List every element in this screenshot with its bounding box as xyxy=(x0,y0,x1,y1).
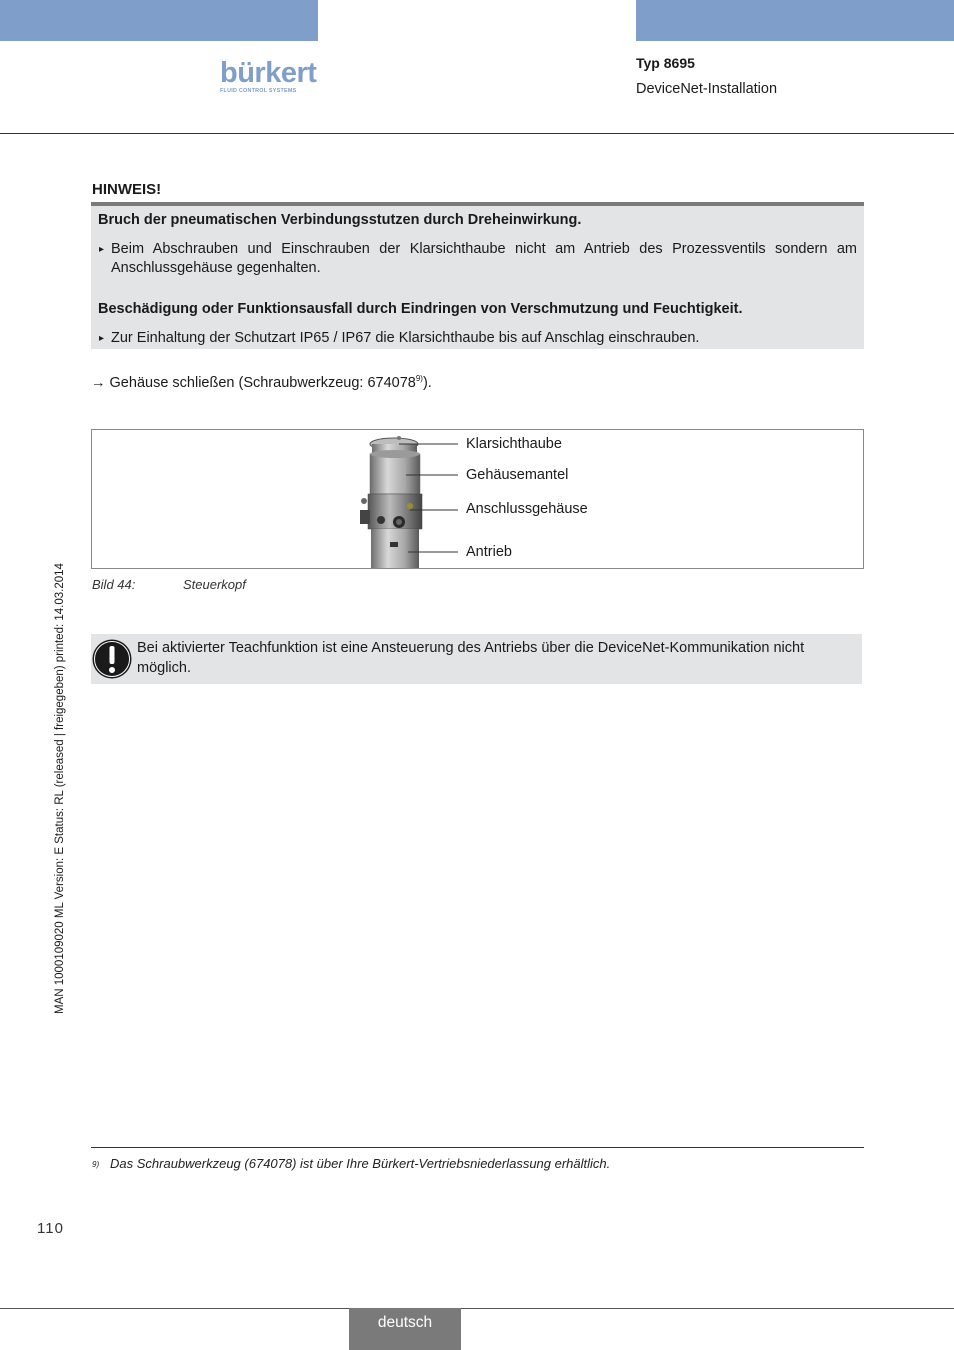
instruction-step xyxy=(91,374,432,391)
notice-item-2 xyxy=(98,329,857,348)
language-tab: deutsch xyxy=(349,1308,461,1350)
notice-item-1-text: Beim Abschrauben und Einschrauben der Klarsichthaube nicht am Antrieb des Prozessventils sondern am Anschlussgehäuse gegenhalten. xyxy=(111,241,857,276)
step-text: Gehäuse schließen (Schraubwerkzeug: 674078 xyxy=(109,374,416,391)
step-arrow: → xyxy=(91,374,106,391)
label-klarsichthaube: Klarsichthaube xyxy=(466,436,562,452)
logo-tagline: FLUID CONTROL SYSTEMS xyxy=(220,88,297,94)
figure-caption-number: Bild 44: xyxy=(92,577,136,592)
figure-caption-text: Steuerkopf xyxy=(183,577,246,592)
footnote-mark: 9) xyxy=(92,1160,100,1169)
label-antrieb: Antrieb xyxy=(466,544,512,560)
notice-item-1 xyxy=(98,240,857,278)
notice-warning-2: Beschädigung oder Funktionsausfall durch Eindringen von Verschmutzung und Feuchtigkeit. xyxy=(98,301,743,317)
header-divider xyxy=(0,133,954,134)
notice-box xyxy=(91,202,864,349)
footer-divider xyxy=(0,1308,954,1309)
burkert-logo xyxy=(220,58,320,98)
header-bar-left xyxy=(0,0,318,41)
footnote-text: Das Schraubwerkzeug (674078) ist über Ihre Bürkert-Vertriebsniederlassung erhältlich. xyxy=(110,1156,611,1171)
notice-item-2-text: Zur Einhaltung der Schutzart IP65 / IP67 die Klarsichthaube bis auf Anschlag einschrauben. xyxy=(111,330,700,346)
bullet-triangle-icon: ▸ xyxy=(99,244,105,255)
logo-wordmark: bürkert xyxy=(220,57,317,89)
info-box xyxy=(91,634,862,684)
footnote-reference: 9) xyxy=(415,374,423,383)
header-bar-right xyxy=(636,0,954,41)
label-anschlussgehaeuse: Anschlussgehäuse xyxy=(466,501,588,517)
notice-title: HINWEIS! xyxy=(92,181,162,198)
page-number: 110 xyxy=(37,1220,64,1237)
info-text: Bei aktivierter Teachfunktion ist eine Ansteuerung des Antriebs über die DeviceNet-Kommunikation nicht möglich. xyxy=(137,640,805,676)
bullet-triangle-icon: ▸ xyxy=(99,333,105,344)
footnote-divider xyxy=(91,1147,864,1148)
document-type: Typ 8695 xyxy=(636,55,695,71)
label-gehaeusemantel: Gehäusemantel xyxy=(466,467,569,483)
step-suffix: ). xyxy=(422,374,432,391)
side-document-info: MAN 1000109020 ML Version: E Status: RL (released | freigegeben) printed: 14.03.2014 xyxy=(54,563,66,1014)
notice-warning-1: Bruch der pneumatischen Verbindungsstutzen durch Dreheinwirkung. xyxy=(98,212,582,228)
exclamation-icon xyxy=(91,638,133,680)
figure-steuerkopf xyxy=(91,429,864,569)
document-section: DeviceNet-Installation xyxy=(636,81,778,97)
